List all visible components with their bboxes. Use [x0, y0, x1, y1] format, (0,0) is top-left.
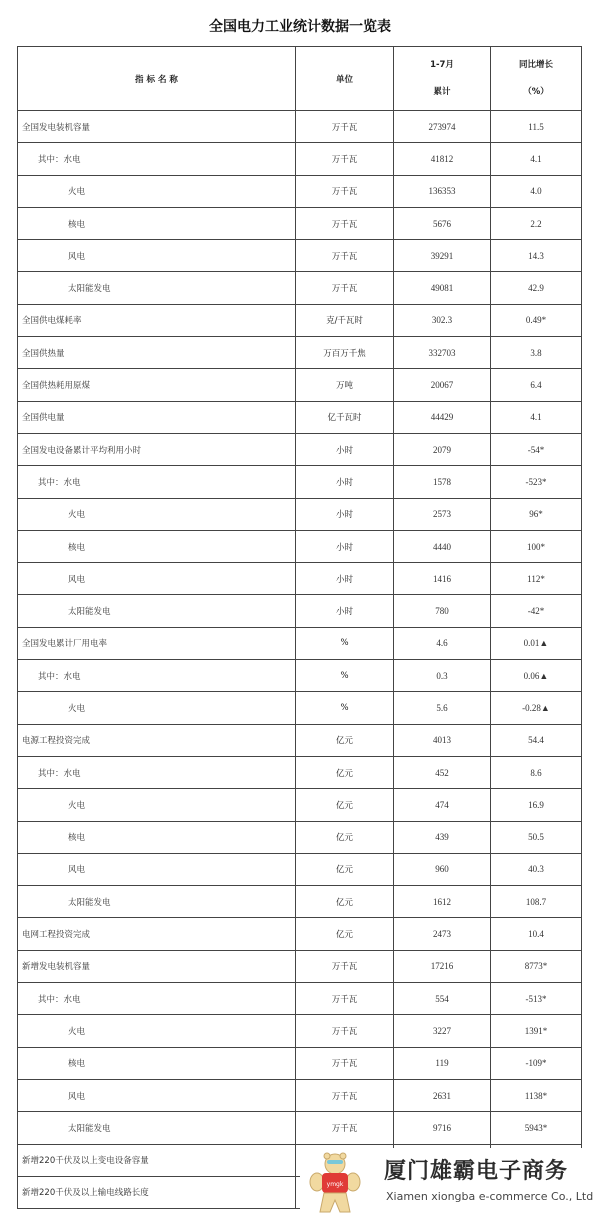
cumulative-value-cell: 136353 [394, 175, 491, 207]
header-cumulative-label: 累计 [433, 86, 451, 97]
indicator-name-cell: 太阳能发电 [18, 1112, 296, 1144]
header-growth-label: 同比增长 [518, 59, 553, 70]
growth-value-cell: 0.49* [491, 304, 582, 336]
table-row [18, 272, 582, 304]
header-indicator-name: 指 标 名 称 [18, 47, 296, 111]
indicator-name-cell: 核电 [18, 207, 296, 239]
cumulative-value-cell: 2473 [394, 918, 491, 950]
growth-value-cell: 1138* [491, 1079, 582, 1111]
indicator-name-cell: 电网工程投资完成 [18, 918, 296, 950]
unit-cell: 万千瓦 [296, 143, 394, 175]
table-row [18, 886, 582, 918]
indicator-name-cell: 火电 [18, 175, 296, 207]
cumulative-value-cell: 39291 [394, 240, 491, 272]
indicator-name-cell: 风电 [18, 853, 296, 885]
cumulative-value-cell: 4013 [394, 724, 491, 756]
unit-cell: 亿元 [296, 756, 394, 788]
header-growth-unit: （%） [523, 86, 549, 97]
growth-value-cell: 96* [491, 498, 582, 530]
growth-value-cell: 40.3 [491, 853, 582, 885]
indicator-name-cell: 电源工程投资完成 [18, 724, 296, 756]
table-row [18, 756, 582, 788]
header-unit: 单位 [296, 47, 394, 111]
cumulative-value-cell: 332703 [394, 337, 491, 369]
growth-value-cell: 8773* [491, 950, 582, 982]
unit-cell: 亿元 [296, 821, 394, 853]
table-row [18, 111, 582, 143]
cumulative-value-cell: 1416 [394, 563, 491, 595]
cumulative-value-cell: 302.3 [394, 304, 491, 336]
unit-cell: 万千瓦 [296, 207, 394, 239]
growth-value-cell: 5943* [491, 1112, 582, 1144]
indicator-name-cell: 其中：水电 [18, 983, 296, 1015]
indicator-name-cell: 其中：水电 [18, 466, 296, 498]
growth-value-cell: 2.2 [491, 207, 582, 239]
unit-cell: 亿元 [296, 918, 394, 950]
cumulative-value-cell: 554 [394, 983, 491, 1015]
growth-value-cell: -54* [491, 433, 582, 465]
growth-value-cell: 0.06▲ [491, 660, 582, 692]
growth-value-cell: 4.1 [491, 401, 582, 433]
table-row [18, 595, 582, 627]
cumulative-value-cell: 44429 [394, 401, 491, 433]
indicator-name-cell: 其中：水电 [18, 660, 296, 692]
cumulative-value-cell: 1578 [394, 466, 491, 498]
indicator-name-cell: 太阳能发电 [18, 595, 296, 627]
unit-cell: 小时 [296, 466, 394, 498]
table-row [18, 950, 582, 982]
table-row [18, 207, 582, 239]
unit-cell: 小时 [296, 498, 394, 530]
unit-cell: 万千瓦 [296, 1047, 394, 1079]
indicator-name-cell: 风电 [18, 563, 296, 595]
growth-value-cell: 50.5 [491, 821, 582, 853]
growth-value-cell: 6.4 [491, 369, 582, 401]
growth-value-cell: 4.1 [491, 143, 582, 175]
cumulative-value-cell: 3227 [394, 1015, 491, 1047]
growth-value-cell: 14.3 [491, 240, 582, 272]
table-row [18, 983, 582, 1015]
table-row [18, 1015, 582, 1047]
indicator-name-cell: 火电 [18, 498, 296, 530]
unit-cell: 万千瓦 [296, 1015, 394, 1047]
indicator-name-cell: 风电 [18, 240, 296, 272]
cumulative-value-cell: 2079 [394, 433, 491, 465]
growth-value-cell: -513* [491, 983, 582, 1015]
unit-cell: 亿元 [296, 853, 394, 885]
unit-cell: 万吨 [296, 369, 394, 401]
table-header-row [18, 47, 582, 111]
indicator-name-cell: 全国供电量 [18, 401, 296, 433]
cumulative-value-cell: 17216 [394, 950, 491, 982]
indicator-name-cell: 风电 [18, 1079, 296, 1111]
table-row [18, 337, 582, 369]
table-row [18, 466, 582, 498]
company-name-cn: 厦门雄霸电子商务 [384, 1159, 569, 1184]
table-row [18, 627, 582, 659]
table-row [18, 853, 582, 885]
cumulative-value-cell: 20067 [394, 369, 491, 401]
unit-cell: 万千瓦 [296, 272, 394, 304]
cumulative-value-cell: 4440 [394, 530, 491, 562]
indicator-name-cell: 核电 [18, 1047, 296, 1079]
growth-value-cell: 4.0 [491, 175, 582, 207]
table-row [18, 143, 582, 175]
header-cumulative-period: 1-7月 [430, 59, 454, 70]
unit-cell: 万千瓦 [296, 240, 394, 272]
table-row [18, 240, 582, 272]
unit-cell: 小时 [296, 563, 394, 595]
table-row [18, 530, 582, 562]
table-row [18, 1112, 582, 1144]
unit-cell: 亿千瓦时 [296, 401, 394, 433]
indicator-name-cell: 核电 [18, 530, 296, 562]
growth-value-cell: 54.4 [491, 724, 582, 756]
cumulative-value-cell: 49081 [394, 272, 491, 304]
indicator-name-cell: 火电 [18, 1015, 296, 1047]
cumulative-value-cell: 273974 [394, 111, 491, 143]
indicator-name-cell: 全国发电设备累计平均利用小时 [18, 433, 296, 465]
unit-cell: 亿元 [296, 886, 394, 918]
growth-value-cell: 8.6 [491, 756, 582, 788]
unit-cell: 万千瓦 [296, 111, 394, 143]
cumulative-value-cell: 439 [394, 821, 491, 853]
table-row [18, 563, 582, 595]
growth-value-cell: 108.7 [491, 886, 582, 918]
table-row [18, 304, 582, 336]
watermark-logo [300, 1148, 600, 1217]
cumulative-value-cell: 960 [394, 853, 491, 885]
cumulative-value-cell: 2631 [394, 1079, 491, 1111]
unit-cell: % [296, 627, 394, 659]
unit-cell: % [296, 660, 394, 692]
cumulative-value-cell: 1612 [394, 886, 491, 918]
cumulative-value-cell: 5.6 [394, 692, 491, 724]
growth-value-cell: 3.8 [491, 337, 582, 369]
cumulative-value-cell: 474 [394, 789, 491, 821]
table-row [18, 433, 582, 465]
unit-cell: 万千瓦 [296, 950, 394, 982]
table-row [18, 692, 582, 724]
growth-value-cell: -0.28▲ [491, 692, 582, 724]
table-row [18, 660, 582, 692]
unit-cell: 小时 [296, 530, 394, 562]
indicator-name-cell: 全国供电煤耗率 [18, 304, 296, 336]
indicator-name-cell: 太阳能发电 [18, 272, 296, 304]
table-row [18, 789, 582, 821]
unit-cell: % [296, 692, 394, 724]
growth-value-cell: -109* [491, 1047, 582, 1079]
header-growth [491, 47, 582, 111]
table-row [18, 401, 582, 433]
cumulative-value-cell: 41812 [394, 143, 491, 175]
growth-value-cell: 10.4 [491, 918, 582, 950]
growth-value-cell: -523* [491, 466, 582, 498]
indicator-name-cell: 新增220千伏及以上变电设备容量 [18, 1144, 296, 1176]
table-row [18, 1047, 582, 1079]
unit-cell: 万千瓦 [296, 175, 394, 207]
unit-cell: 克/千瓦时 [296, 304, 394, 336]
table-row [18, 918, 582, 950]
unit-cell: 万千瓦 [296, 983, 394, 1015]
growth-value-cell: 16.9 [491, 789, 582, 821]
unit-cell: 万千瓦 [296, 1112, 394, 1144]
unit-cell: 万千瓦 [296, 1079, 394, 1111]
table-body [18, 111, 582, 1209]
growth-value-cell: 100* [491, 530, 582, 562]
growth-value-cell: 42.9 [491, 272, 582, 304]
cumulative-value-cell: 119 [394, 1047, 491, 1079]
growth-value-cell: 1391* [491, 1015, 582, 1047]
cumulative-value-cell: 9716 [394, 1112, 491, 1144]
table-row [18, 821, 582, 853]
statistics-table [17, 46, 582, 1209]
unit-cell: 亿元 [296, 789, 394, 821]
indicator-name-cell: 其中：水电 [18, 756, 296, 788]
svg-text:ymgk: ymgk [326, 1181, 344, 1188]
indicator-name-cell: 全国供热量 [18, 337, 296, 369]
cumulative-value-cell: 0.3 [394, 660, 491, 692]
indicator-name-cell: 全国发电累计厂用电率 [18, 627, 296, 659]
indicator-name-cell: 太阳能发电 [18, 886, 296, 918]
unit-cell: 小时 [296, 433, 394, 465]
indicator-name-cell: 火电 [18, 789, 296, 821]
cumulative-value-cell: 780 [394, 595, 491, 627]
indicator-name-cell: 全国供热耗用原煤 [18, 369, 296, 401]
growth-value-cell: 0.01▲ [491, 627, 582, 659]
cumulative-value-cell: 5676 [394, 207, 491, 239]
table-row [18, 498, 582, 530]
growth-value-cell: 112* [491, 563, 582, 595]
indicator-name-cell: 其中：水电 [18, 143, 296, 175]
indicator-name-cell: 全国发电装机容量 [18, 111, 296, 143]
cumulative-value-cell: 4.6 [394, 627, 491, 659]
growth-value-cell: 11.5 [491, 111, 582, 143]
cumulative-value-cell: 452 [394, 756, 491, 788]
header-cumulative [394, 47, 491, 111]
indicator-name-cell: 新增发电装机容量 [18, 950, 296, 982]
table-row [18, 1079, 582, 1111]
indicator-name-cell: 火电 [18, 692, 296, 724]
cumulative-value-cell: 2573 [394, 498, 491, 530]
indicator-name-cell: 核电 [18, 821, 296, 853]
company-name-en: Xiamen xiongba e-commerce Co., Ltd [386, 1190, 594, 1203]
table-row [18, 724, 582, 756]
growth-value-cell: -42* [491, 595, 582, 627]
unit-cell: 万百万千焦 [296, 337, 394, 369]
page-title: 全国电力工业统计数据一览表 [209, 19, 391, 35]
indicator-name-cell: 新增220千伏及以上输电线路长度 [18, 1176, 296, 1208]
bear-mascot-icon [308, 1150, 362, 1216]
table-row [18, 175, 582, 207]
unit-cell: 亿元 [296, 724, 394, 756]
unit-cell: 小时 [296, 595, 394, 627]
table-row [18, 369, 582, 401]
